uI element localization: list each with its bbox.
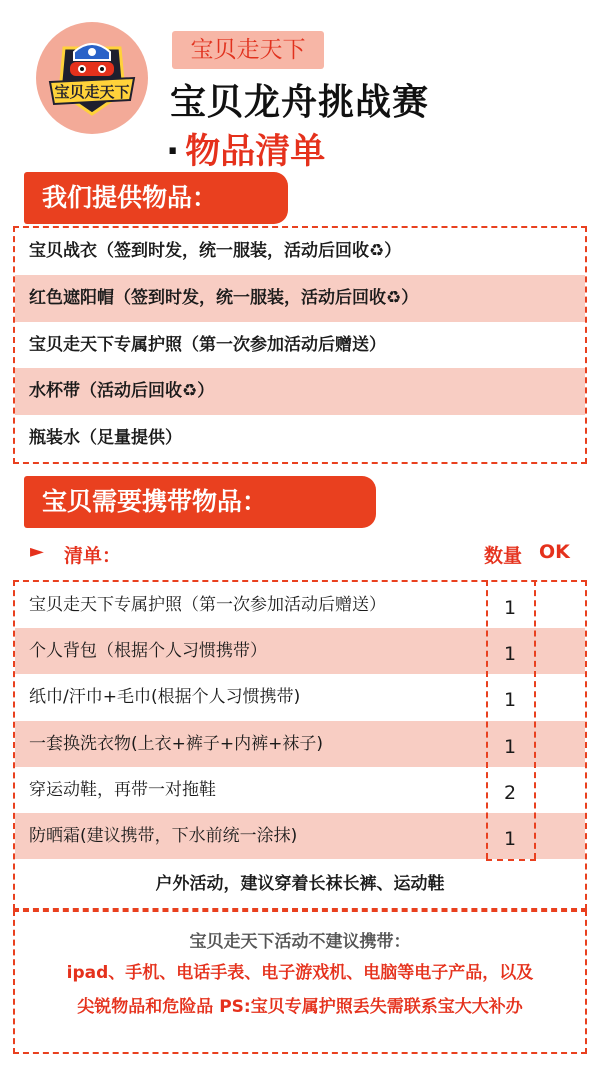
checklist-row <box>15 767 585 813</box>
checklist-row <box>15 628 585 674</box>
item-name: 个人背包（根据个人习惯携带） <box>29 641 267 662</box>
checklist-row <box>15 721 585 767</box>
item-quantity: 1 <box>503 643 517 666</box>
bring-heading: 宝贝需要携带物品： <box>24 476 376 528</box>
provided-heading: 我们提供物品： <box>24 172 288 224</box>
page-subtitle <box>166 124 325 174</box>
checklist-row <box>15 674 585 720</box>
item-quantity: 1 <box>503 827 517 850</box>
warning-line: ipad、手机、电话手表、电子游戏机、电脑等电子产品，以及 <box>66 963 534 983</box>
outdoor-note: 户外活动，建议穿着长袜长裤、运动鞋 <box>155 874 445 894</box>
item-quantity: 1 <box>503 597 517 619</box>
warning-line: 尖锐物品和危险品 PS:宝贝专属护照丢失需联系宝大大补办 <box>77 997 523 1017</box>
item-quantity: 2 <box>503 781 517 804</box>
item-name: 一套换洗衣物(上衣+裤子+内裤+袜子) <box>29 733 323 754</box>
item-quantity: 1 <box>503 689 517 712</box>
provided-item: 宝贝战衣（签到时发，统一服装，活动后回收♻） <box>29 241 402 261</box>
warning-title: 宝贝走天下活动不建议携带： <box>189 932 411 952</box>
provided-item: 宝贝走天下专属护照（第一次参加活动后赠送） <box>29 334 386 355</box>
item-name: 纸巾/汗巾+毛巾(根据个人习惯携带) <box>29 687 301 708</box>
checklist-label: 清单： <box>64 545 122 567</box>
subtitle-text: 物品清单 <box>185 132 326 172</box>
column-divider <box>534 580 536 859</box>
triangle-marker-icon: ► <box>30 541 44 562</box>
provided-list <box>13 226 587 464</box>
provided-item: 瓶装水（足量提供） <box>29 428 182 449</box>
column-divider <box>486 580 488 859</box>
subtitle-dot: · <box>166 132 180 172</box>
row-divider <box>486 859 536 861</box>
item-name: 穿运动鞋，再带一对拖鞋 <box>29 779 216 800</box>
item-name: 防晒霜(建议携带，下水前统一涂抹) <box>29 825 298 846</box>
not-recommended-box <box>13 910 587 1054</box>
brand-logo <box>36 22 148 134</box>
ok-column-header: OK <box>539 541 570 563</box>
checklist-table <box>13 580 587 910</box>
quantity-column-header: 数量 <box>484 545 523 567</box>
item-name: 宝贝走天下专属护照（第一次参加活动后赠送） <box>29 595 386 615</box>
provided-item: 水杯带（活动后回收♻） <box>15 368 585 415</box>
logo-text: 宝贝走天下 <box>54 83 130 101</box>
checklist-row <box>15 813 585 859</box>
provided-item: 红色遮阳帽（签到时发，统一服装，活动后回收♻） <box>15 275 585 322</box>
checklist-row <box>15 582 585 628</box>
item-quantity: 1 <box>503 735 517 758</box>
checklist-header <box>0 541 600 571</box>
logo-emblem-icon <box>36 22 148 134</box>
page-title: 宝贝龙舟挑战赛 <box>170 82 430 123</box>
brand-tag: 宝贝走天下 <box>172 31 324 69</box>
